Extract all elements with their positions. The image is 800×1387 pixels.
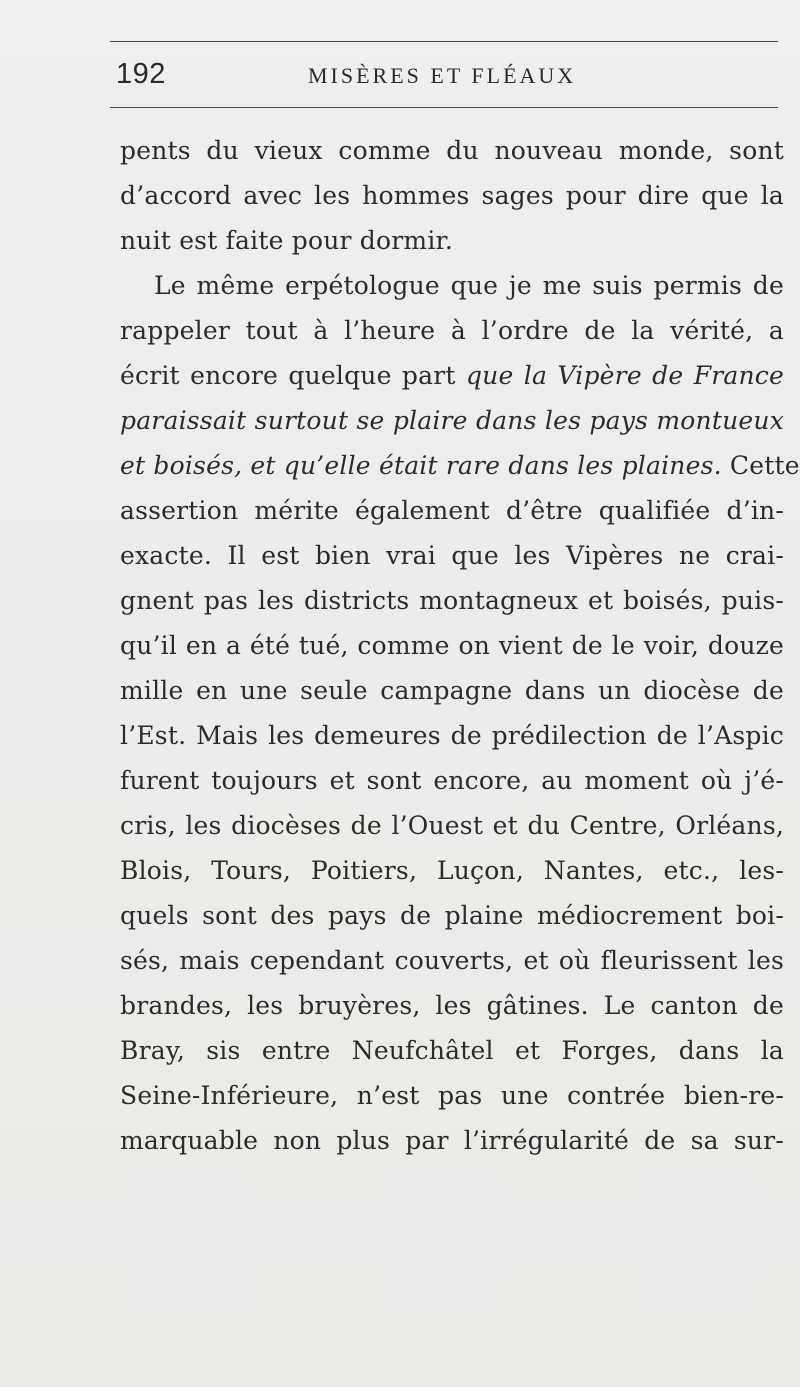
running-title: MISÈRES ET FLÉAUX bbox=[308, 63, 577, 88]
text-line: nuit est faite pour dormir. bbox=[120, 226, 454, 255]
text-line: qu’il en a été tué, comme on vient de le voir, douze bbox=[120, 631, 784, 660]
italic-segment: que la Vipère de France bbox=[465, 361, 784, 390]
text-line: Bray, sis entre Neufchâtel et Forges, dans la bbox=[120, 1036, 784, 1065]
text-line: brandes, les bruyères, les gâtines. Le canton de bbox=[120, 991, 784, 1020]
text-segment: Cette bbox=[721, 451, 800, 480]
text-line: furent toujours et sont encore, au moment où j’é- bbox=[120, 766, 784, 795]
italic-segment: et boisés, et qu’elle était rare dans les plaines. bbox=[120, 451, 722, 480]
text-line bbox=[120, 443, 800, 488]
text-line: Blois, Tours, Poitiers, Luçon, Nantes, etc., les- bbox=[120, 856, 784, 885]
text-line: assertion mérite également d’être qualifiée d’in- bbox=[120, 496, 784, 525]
text-line: pents du vieux comme du nouveau monde, sont bbox=[120, 136, 784, 165]
text-line: Le même erpétologue que je me suis permis de bbox=[154, 271, 784, 300]
page-number: 192 bbox=[116, 58, 166, 90]
text-line: marquable non plus par l’irrégularité de sa sur- bbox=[120, 1126, 784, 1155]
header-top-rule bbox=[110, 41, 778, 42]
italic-segment: paraissait surtout se plaire dans les pays montueux bbox=[120, 406, 784, 435]
text-line: Seine-Inférieure, n’est pas une contrée bien-re- bbox=[120, 1081, 784, 1110]
header-bottom-rule bbox=[110, 107, 778, 108]
text-line: sés, mais cependant couverts, et où fleurissent les bbox=[120, 946, 784, 975]
text-line: d’accord avec les hommes sages pour dire que la bbox=[120, 181, 784, 210]
text-line: rappeler tout à l’heure à l’ordre de la vérité, a bbox=[120, 316, 784, 345]
text-line: exacte. Il est bien vrai que les Vipères ne crai- bbox=[120, 541, 784, 570]
text-line: cris, les diocèses de l’Ouest et du Centre, Orléans, bbox=[120, 811, 784, 840]
text-line bbox=[120, 353, 784, 398]
text-line bbox=[120, 398, 784, 443]
text-line: mille en une seule campagne dans un diocèse de bbox=[120, 676, 784, 705]
text-line: quels sont des pays de plaine médiocrement boi- bbox=[120, 901, 784, 930]
text-line: l’Est. Mais les demeures de prédilection de l’Aspic bbox=[120, 721, 784, 750]
body-text bbox=[120, 128, 800, 1163]
text-segment: écrit encore quelque part bbox=[120, 361, 466, 390]
text-line: gnent pas les districts montagneux et boisés, puis- bbox=[120, 586, 784, 615]
